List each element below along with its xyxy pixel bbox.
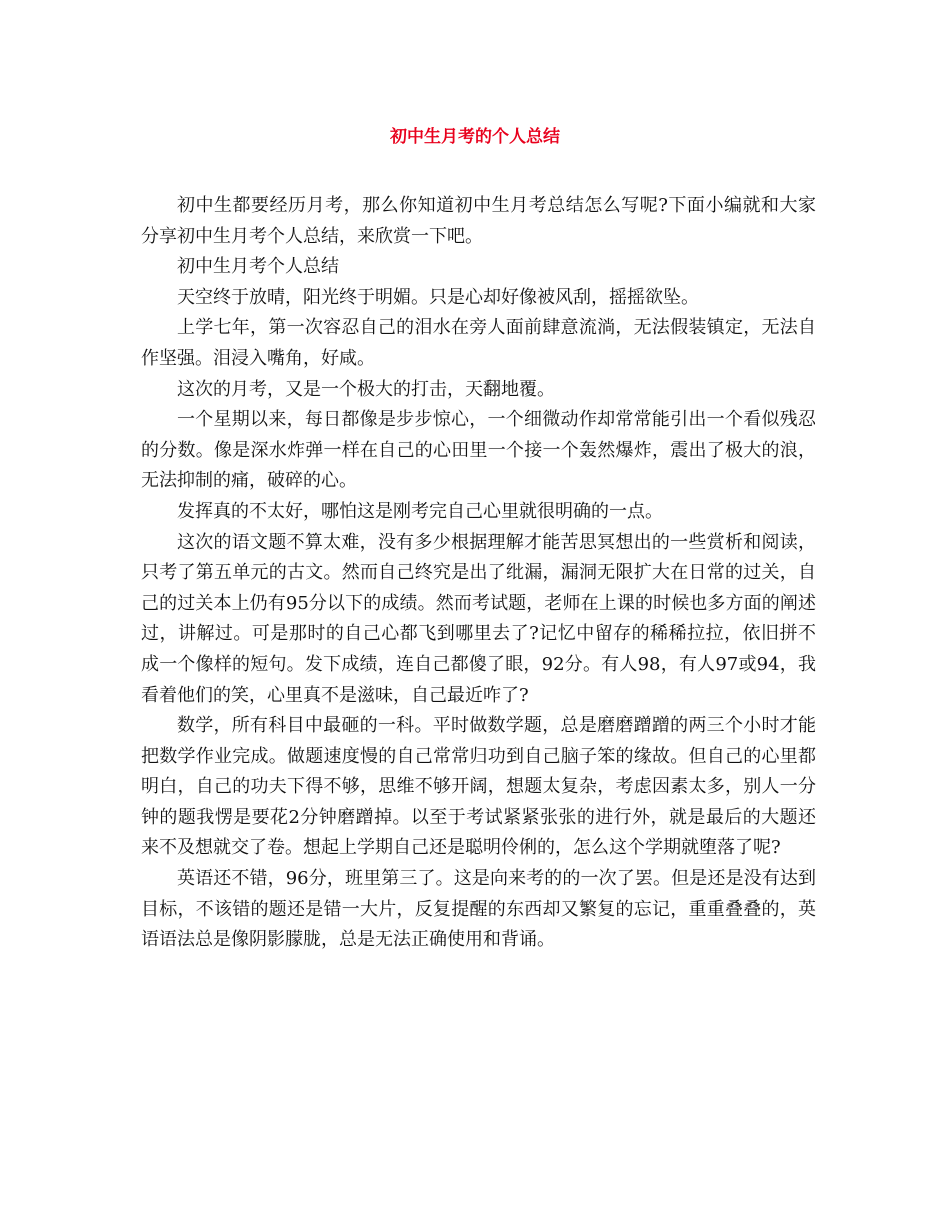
paragraph: 一个星期以来，每日都像是步步惊心，一个细微动作却常常能引出一个看似残忍的分数。像是深水炸弹一样在自己的心田里一个接一个轰然爆炸，震出了极大的浪，无法抑制的痛，破碎的心。 bbox=[141, 409, 816, 492]
paragraph: 数学，所有科目中最砸的一科。平时做数学题，总是磨磨蹭蹭的两三个小时才能把数学作业完成。做题速度慢的自己常常归功到自己脑子笨的缘故。但自己的心里都明白，自己的功夫下得不够，思维不够开阔，想题太复杂，考虑因素太多，别人一分钟的题我愣是要花2分钟磨蹭掉。以至于考试紧紧张张的进行外，就是最后的大题还来不及想就交了卷。想起上学期自己还是聪明伶俐的，怎么这个学期就堕落了呢? bbox=[141, 715, 816, 859]
paragraph: 这次的月考，又是一个极大的打击，天翻地覆。 bbox=[177, 378, 555, 400]
paragraph: 这次的语文题不算太难，没有多少根据理解才能苦思冥想出的一些赏析和阅读，只考了第五单元的古文。然而自己终究是出了纰漏，漏洞无限扩大在日常的过关，自己的过关本上仍有95分以下的成绩。然而考试题，老师在上课的时候也多方面的阐述过，讲解过。可是那时的自己心都飞到哪里去了?记忆中留存的稀稀拉拉，依旧拼不成一个像样的短句。发下成绩，连自己都傻了眼，92分。有人98，有人97或94，我看着他们的笑，心里真不是滋味，自己最近咋了? bbox=[141, 531, 816, 706]
paragraph: 发挥真的不太好，哪怕这是刚考完自己心里就很明确的一点。 bbox=[177, 500, 663, 522]
section-heading: 初中生月考个人总结 bbox=[177, 256, 339, 278]
document-title: 初中生月考的个人总结 bbox=[390, 127, 560, 147]
paragraph: 初中生都要经历月考，那么你知道初中生月考总结怎么写呢?下面小编就和大家分享初中生月考个人总结，来欣赏一下吧。 bbox=[141, 195, 816, 247]
paragraph: 上学七年，第一次容忍自己的泪水在旁人面前肆意流淌，无法假装镇定，无法自作坚强。泪浸入嘴角，好咸。 bbox=[141, 317, 816, 369]
document-body bbox=[141, 191, 816, 956]
paragraph: 天空终于放晴，阳光终于明媚。只是心却好像被风刮，摇摇欲坠。 bbox=[177, 286, 699, 308]
paragraph: 英语还不错，96分，班里第三了。这是向来考的的一次了罢。但是还是没有达到目标，不该错的题还是错一大片，反复提醒的东西却又繁复的忘记，重重叠叠的，英语语法总是像阴影朦胧，总是无法正确使用和背诵。 bbox=[141, 868, 816, 951]
